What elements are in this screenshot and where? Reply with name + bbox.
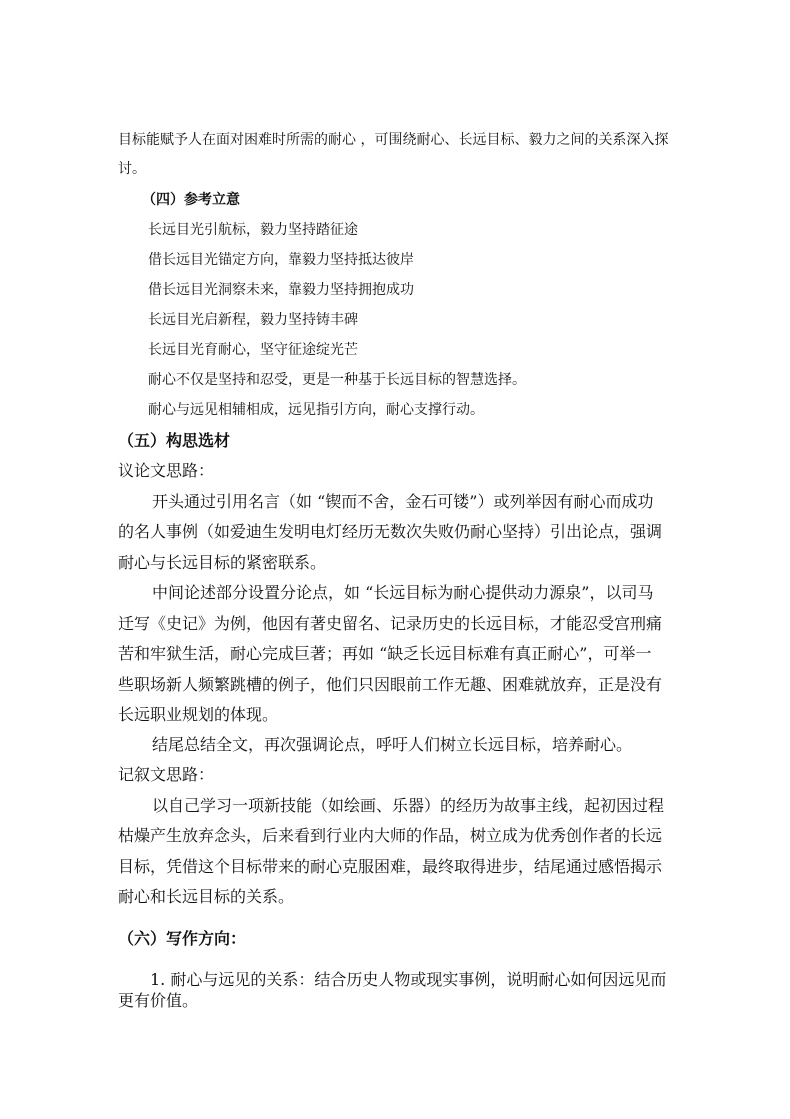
argumentative-p2-line: 长远职业规划的体现。 bbox=[118, 705, 279, 724]
argumentative-p3-line: 结尾总结全文，再次强调论点，呼吁人们树立长远目标，培养耐心。 bbox=[152, 735, 633, 754]
section4-heading: （四）参考立意 bbox=[142, 192, 240, 208]
idea-item: 长远目光引航标，毅力坚持踏征途 bbox=[148, 222, 358, 238]
idea-item: 借长远目光洞察未来，靠毅力坚持拥抱成功 bbox=[148, 282, 414, 298]
argumentative-p1-line: 开头通过引用名言（如 “锲而不舍，金石可镂”）或列举因有耐心而成功 bbox=[152, 492, 654, 511]
narrative-p1-line: 以自己学习一项新技能（如绘画、乐器）的经历为故事主线，起初因过程 bbox=[152, 796, 665, 815]
section5-heading: （五）构思选材 bbox=[118, 431, 231, 450]
section3-tail-line-1: 目标能赋予人在面对困难时所需的耐心 ，可围绕耐心、长远目标、毅力之间的关系深入探 bbox=[118, 132, 669, 148]
argumentative-p1-line: 耐心与长远目标的紧密联系。 bbox=[118, 553, 327, 572]
argumentative-p2-line: 苦和牢狱生活，耐心完成巨著；再如 “缺乏长远目标难有真正耐心”，可举一 bbox=[118, 644, 652, 663]
idea-item: 耐心不仅是坚持和忍受，更是一种基于长远目标的智慧选择。 bbox=[148, 372, 526, 388]
direction-item-line: 更有价值。 bbox=[118, 991, 199, 1010]
narrative-p1-line: 目标，凭借这个目标带来的耐心克服困难，最终取得进步，结尾通过感悟揭示 bbox=[118, 857, 663, 876]
idea-item: 借长远目光锚定方向，靠毅力坚持抵达彼岸 bbox=[148, 252, 414, 268]
argumentative-p2-line: 些职场新人频繁跳槽的例子，他们只因眼前工作无趣、困难就放弃，正是没有 bbox=[118, 675, 663, 694]
argumentative-label: 议论文思路： bbox=[118, 461, 215, 480]
idea-item: 长远目光育耐心，坚守征途绽光芒 bbox=[148, 342, 358, 358]
argumentative-p2-line: 迁写《史记》为例，他因有著史留名、记录历史的长远目标，才能忍受宫刑痛 bbox=[118, 614, 663, 633]
idea-item: 长远目光启新程，毅力坚持铸丰碑 bbox=[148, 312, 358, 328]
narrative-label: 记叙文思路： bbox=[118, 765, 215, 784]
direction-item-line: 1. 耐心与远见的关系：结合历史人物或现实事例，说明耐心如何因远见而 bbox=[150, 970, 667, 989]
argumentative-p1-line: 的名人事例（如爱迪生发明电灯经历无数次失败仍耐心坚持）引出论点，强调 bbox=[118, 522, 663, 541]
section6-heading: （六）写作方向： bbox=[118, 929, 247, 948]
narrative-p1-line: 耐心和长远目标的关系。 bbox=[118, 887, 295, 906]
argumentative-p2-line: 中间论述部分设置分论点，如 “长远目标为耐心提供动力源泉”，以司马 bbox=[152, 583, 654, 602]
section3-tail-line-2: 讨。 bbox=[118, 161, 146, 177]
narrative-p1-line: 枯燥产生放弃念头，后来看到行业内大师的作品，树立成为优秀创作者的长远 bbox=[118, 826, 663, 845]
idea-item: 耐心与远见相辅相成，远见指引方向，耐心支撑行动。 bbox=[148, 402, 484, 418]
